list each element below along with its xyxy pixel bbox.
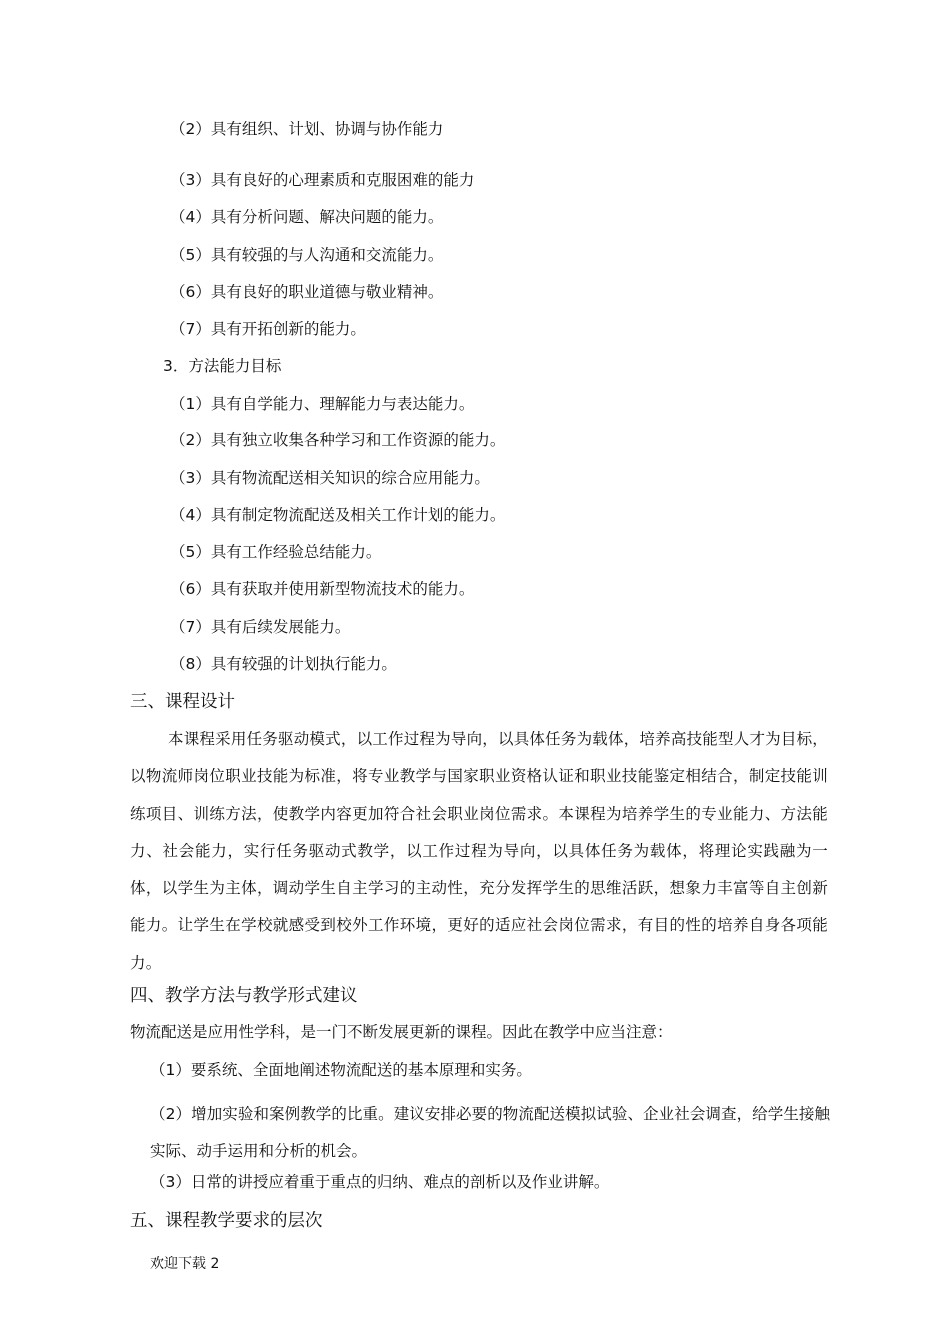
section-heading: 三、课程设计 xyxy=(130,692,235,712)
method-intro: 物流配送是应用性学科，是一门不断发展更新的课程。因此在教学中应当注意： xyxy=(130,1023,673,1041)
design-paragraph: 本课程采用任务驱动模式，以工作过程为导向，以具体任务为载体，培养高技能型人才为目标，以物流师岗位职业技能为标准，将专业教学与国家职业资格认证和职业技能鉴定相结合，制定技能训练项目、训练方法，使教学内容更加符合社会职业岗位需求。本课程为培养学生的专业能力、方法能力、社会能力，实行任务驱动式教学，以工作过程为导向，以具体任务为载体，将理论实践融为一体，以学生为主体，调动学生自主学习的主动性，充分发挥学生的思维活跃，想象力丰富等自主创新能力。让学生在学校就感受到校外工作环境，更好的适应社会岗位需求，有目的性的培养自身各项能力。 xyxy=(130,730,828,972)
ability-item: （3）具有良好的心理素质和克服困难的能力 xyxy=(170,171,475,189)
ability-item: （5）具有较强的与人沟通和交流能力。 xyxy=(170,246,444,264)
ability-item: （4）具有分析问题、解决问题的能力。 xyxy=(170,208,444,226)
method-item: （4）具有制定物流配送及相关工作计划的能力。 xyxy=(170,506,506,524)
teaching-item: （1）要系统、全面地阐述物流配送的基本原理和实务。 xyxy=(150,1061,532,1079)
ability-item: （2）具有组织、计划、协调与协作能力 xyxy=(170,120,444,138)
method-item: （1）具有自学能力、理解能力与表达能力。 xyxy=(170,395,475,413)
ability-item: （6）具有良好的职业道德与敬业精神。 xyxy=(170,283,444,301)
teaching-item: （3）日常的讲授应着重于重点的归纳、难点的剖析以及作业讲解。 xyxy=(150,1173,610,1191)
method-item: （6）具有获取并使用新型物流技术的能力。 xyxy=(170,580,475,598)
method-item: （2）具有独立收集各种学习和工作资源的能力。 xyxy=(170,431,506,449)
method-item: （7）具有后续发展能力。 xyxy=(170,618,351,636)
teaching-item: （2）增加实验和案例教学的比重。建议安排必要的物流配送模拟试验、企业社会调查，给学生接触实际、动手运用和分析的机会。 xyxy=(150,1105,830,1160)
section-heading: 五、课程教学要求的层次 xyxy=(130,1211,323,1231)
page-footer: 欢迎下载 2 xyxy=(150,1256,220,1272)
method-item: （8）具有较强的计划执行能力。 xyxy=(170,655,397,673)
method-item: （5）具有工作经验总结能力。 xyxy=(170,543,382,561)
section-heading: 四、教学方法与教学形式建议 xyxy=(130,986,358,1006)
ability-item: （7）具有开拓创新的能力。 xyxy=(170,320,366,338)
subsection-title: 3．方法能力目标 xyxy=(163,357,282,375)
method-item: （3）具有物流配送相关知识的综合应用能力。 xyxy=(170,469,490,487)
